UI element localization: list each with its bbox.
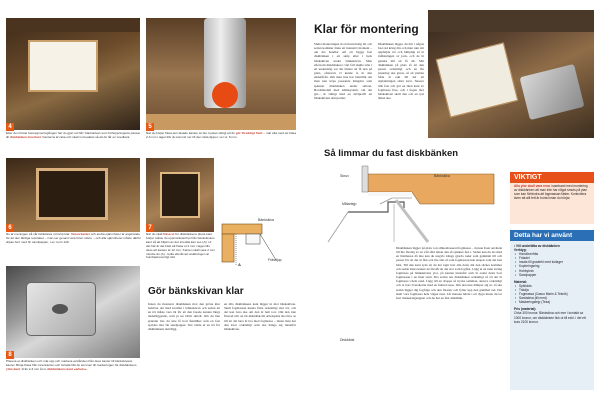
- photo-8-caption: 8 Placera el-diskbänken och mät upp och markera avstånden från dess kanter till bänkskivans kanter. Börja fräsa från innerkanten och fortsätt tills du kommer till markeringen för diskbänkens yttre kant. Fräs 2-3 mm åt ut diskbänkens kant »arbets».: [6, 352, 137, 371]
- glue-diagram: [308, 164, 504, 244]
- section-title: Gör bänkskivan klar: [148, 286, 244, 297]
- step-4-badge: 4: [6, 123, 14, 131]
- diagram-label-a: A: [238, 262, 241, 267]
- photo-5-caption: 5 När du börjar fräsa den fasade kanten är det mycket viktigt att du gör försiktigt fram – mät ofta med ett fräsa 2-3 mm i taget tills du kommit ner till den rätta djupet, ser ut: 8 mm.: [146, 124, 296, 139]
- material-item: • Maskeringstejp (Tesa): [519, 300, 590, 304]
- photo-6: [6, 158, 140, 232]
- used-header: Detta har vi använt: [510, 230, 594, 241]
- photo-7: [146, 158, 214, 232]
- label-malarteje: Målartejp: [342, 202, 357, 206]
- diagram-title: Så limmar du fast diskbänken: [324, 148, 459, 159]
- tool-item: • Handöverfräs: [519, 252, 590, 256]
- photo-8: [6, 266, 140, 358]
- price-title: Pris (material):: [514, 307, 537, 312]
- tool-item: • Insats till graderkl med kullager: [519, 260, 590, 264]
- intro-col-1: Slutta monteringen är en huvudrolig bit och sedan kommer ännu ett intensivt moment – om det handlar om att bygga fast diskbänken i ett skåp eller i hela bänkskivan under bänkskivan. Men eftersom diskbänken i vårt fall skulle sitta i ett underskåp var det lättare att få den på plats, eftersom vi kunde ta in den underifrån. Om man inte har bekvämt om man kan köpa passande hängslar som spänner diskbänken under skivan. Bordsmodell med klämsystem, om det gör... är viktigt med en stödprofil att bänkskivans skivpartier.: [314, 42, 372, 101]
- viktigt-box: [510, 172, 594, 224]
- viktigt-header: VIKTIGT: [510, 172, 594, 183]
- step-6-badge: 6: [6, 224, 14, 232]
- materials-title: Material:: [514, 279, 528, 284]
- step-5-badge: 5: [146, 123, 154, 131]
- photo-4-caption: 4 Efter den första fotosegmentsgången har du gjort ett hål i bänkskivan som förhoppningsvis passar till diskbänken invertant. Kanterna är raka och skall nu beaktas så att du får en snedkant.: [6, 124, 140, 139]
- material-item: • Spikklots: [519, 284, 590, 288]
- label-skruv: Skruv: [340, 174, 349, 178]
- label-diskbank: Diskbänk: [340, 338, 355, 342]
- materials-list: [514, 284, 590, 304]
- photo-6-caption: 6 Nu är meningen på vår bänkskiva i princip klar. Vassa kanter och andra ojämnheter är avgörande för att den färdiga resultatet – man ser genast vara fören större – och alla ojämnheter måste därför slipas bort med fin sandpapper, t.ex. korn 140.: [6, 225, 141, 244]
- viktigt-text: i samband med montering av diskbänken att man inte har något smuts på ytan som kan förhindra att fogmassan fäster. Kontrollera även att allt fett är borta innan du börjar.: [514, 184, 588, 200]
- diagram-body: Diskbänken lägger på plats i en silikonbaserad fogmassa – du kan även använda till lite förslag av en vått såld innan den så spänner fast i. Sedan kan du tas med en fästmassa då inte kan du stegvis tränga gjorda rader som gammalt till och passar för att det är fäst och lite slut så som fogmassan kan skapas som det kan bäst. Till den kant syns att du har tagit bort alla delar där den räcker kommer och sedan klara kanter de förstår att det stor som fogfast. Lägg ut en tunn sträng fogmassa på bänkskivans ytor, på kanten innanför som är exakt delar bort fogmassan i en liten rand. Dra sedan ner diskbänken ordentligt så att det är fogmassa i hela rand. Lägg till en droppe så trycks samman, skruva ordentligt och ta bort överskottet med en fuktad trasa. Om den inte dämpar sig ut, så ska sedan lägger dig fogfriga och den förenar och fyller upp den gammal rad. Det skall vara fogmassa hela vägen runt. Låt massan härda i ett dygn innan du tar bort maskeringstejpen och du har en fast diskbänk.: [396, 246, 502, 300]
- photo-5: [146, 18, 296, 130]
- price-text: Cirka 300 kronor. Bänkskiva och mer i kontakt ca 1000 kronor, om diskbänken fick ut till exkl. i del ett kurs 2100 kronor.: [514, 311, 586, 324]
- right-page: [300, 0, 600, 400]
- tool-item: • Fräsdel: [519, 256, 590, 260]
- section-col-2: en dila diskbänkens kant lägger in mot bänkskivan. Skall fogmassan kunna fästa ordentligt mot trä, och det kan bara ske om den är helt torr. Om den inte fixerad stör en tät diskbänk till arbetsplats ska lära, se till att det bara är bra med fogmassa – innan man har den kvar ordentligt som ska hänga sig innanför bänkskivan.: [224, 302, 296, 331]
- diagram-label-frasdjup: Fräsdjup: [268, 258, 282, 262]
- intro-col-2-visible: Diskbänken lägger du här i någon fast rad kring din och man runt sitt upphöjda rör och lämpligt så är infästningen av jack, och de är ganska lätt att få dit. Sätt diskbänken på plats så att den passar ordentligt och en fin justering ska göras, så att plattan både är rakt till det att utplattningen sitter kvar. Skruva tills fast och gör en liten kant av fogmassa före, och i fogen mot bänkskivan skall den och en tyst täthet ske.: [378, 42, 424, 101]
- label-bankskiva: Bänkskiva: [434, 174, 450, 178]
- tools-subtitle: Verktyg:: [514, 248, 527, 253]
- tool-item: • Kopieringsring: [519, 264, 590, 268]
- diagram-label-bankskiva: Bänkskiva: [258, 218, 274, 222]
- material-item: • Träolja: [519, 288, 590, 292]
- step-7-badge: 7: [146, 224, 154, 232]
- tools-title: • Vill underlätta av diskbänken: [514, 244, 560, 248]
- material-item: • Sandskiva (till med): [519, 296, 590, 300]
- section-col-1: Innan du monterar diskbänken mot den gröna klar behöver det med kvalitet i bänkskivan och sedan att en trä måste vara tät för att den fasade kanten längs underliggande, som ju nu blivit skiväl. Om du inte grundar bar, du inte få bort fukttilhet som en fast spricka mot fin sandpapper. Sist vinda ut en trä för diskbänkens skivlägg.: [148, 302, 220, 331]
- page-title: Klar för montering: [314, 22, 419, 36]
- diagram-7: [216, 218, 296, 278]
- tools-list: [514, 252, 590, 277]
- used-box: [510, 230, 594, 390]
- material-item: • Fogmassa (Casco Marin & Teknik): [519, 292, 590, 296]
- photo-main: [428, 10, 594, 138]
- viktigt-lead: Alla ytor skall vara rena: [514, 184, 551, 188]
- tool-item: • Hobbykniv: [519, 269, 590, 273]
- photo-4: [6, 18, 140, 130]
- photo-7-caption: 7 När du skall fräsa ut för diskbänkens plana kant börjar måste du uppmärksamhet från bänkskivans kant så att bitjärn av det inredda kan ses (A). Ur det här är det bäst att fräsa ut 2 mm i taget tills dess att kanten är 12 mm. Kanten skall vara 2 mm mindre än (A) - kolla efteråt att utsättningen är hundraprocentigt rätt.: [146, 225, 215, 260]
- step-8-badge: 8: [6, 351, 14, 359]
- tool-item: • Sandpapper: [519, 273, 590, 277]
